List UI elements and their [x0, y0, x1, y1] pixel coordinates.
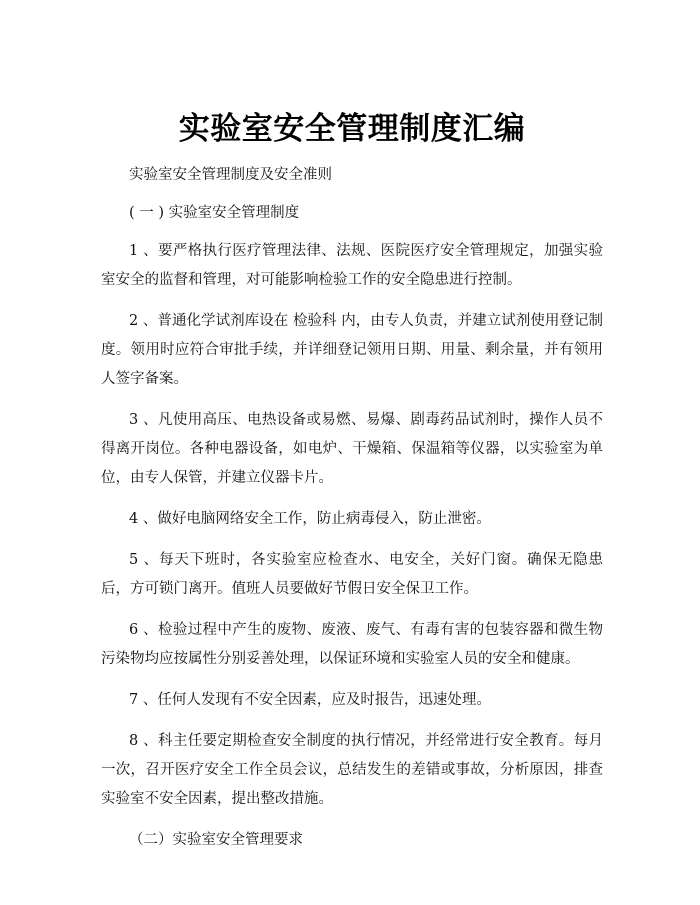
section-heading-2: （二）实验室安全管理要求: [129, 832, 303, 848]
rule-item-2: 2 、普通化学试剂库设在 检验科 内，由专人负责，并建立试剂使用登记制度。领用时应符合审批手续，并详细登记领用日期、用量、剩余量，并有领用人签字备案。: [101, 313, 603, 387]
document-title: 实验室安全管理制度汇编: [178, 111, 526, 147]
section-heading-1: ( 一 ) 实验室安全管理制度: [129, 205, 300, 221]
document-subtitle: 实验室安全管理制度及安全准则: [129, 167, 332, 183]
rule-item-1: 1 、要严格执行医疗管理法律、法规、医院医疗安全管理规定，加强实验室安全的监督和管理，对可能影响检验工作的安全隐患进行控制。: [101, 243, 603, 288]
rule-item-8: 8 、科主任要定期检查安全制度的执行情况，并经常进行安全教育。每月一次，召开医疗安全工作全员会议，总结发生的差错或事故，分析原因，排查实验室不安全因素，提出整改措施。: [101, 733, 603, 807]
rule-item-7: 7 、任何人发现有不安全因素，应及时报告，迅速处理。: [129, 692, 491, 708]
rule-item-3: 3 、凡使用高压、电热设备或易燃、易爆、剧毒药品试剂时，操作人员不得离开岗位。各种电器设备，如电炉、干燥箱、保温箱等仪器，以实验室为单位，由专人保管，并建立仪器卡片。: [101, 412, 603, 486]
rule-item-6: 6 、检验过程中产生的废物、废液、废气、有毒有害的包装容器和微生物污染物均应按属性分别妥善处理，以保证环境和实验室人员的安全和健康。: [101, 622, 603, 667]
rule-item-4: 4 、做好电脑网络安全工作，防止病毒侵入，防止泄密。: [129, 511, 491, 527]
rule-item-5: 5 、每天下班时，各实验室应检查水、电安全，关好门窗。确保无隐患后，方可锁门离开。值班人员要做好节假日安全保卫工作。: [101, 552, 603, 597]
